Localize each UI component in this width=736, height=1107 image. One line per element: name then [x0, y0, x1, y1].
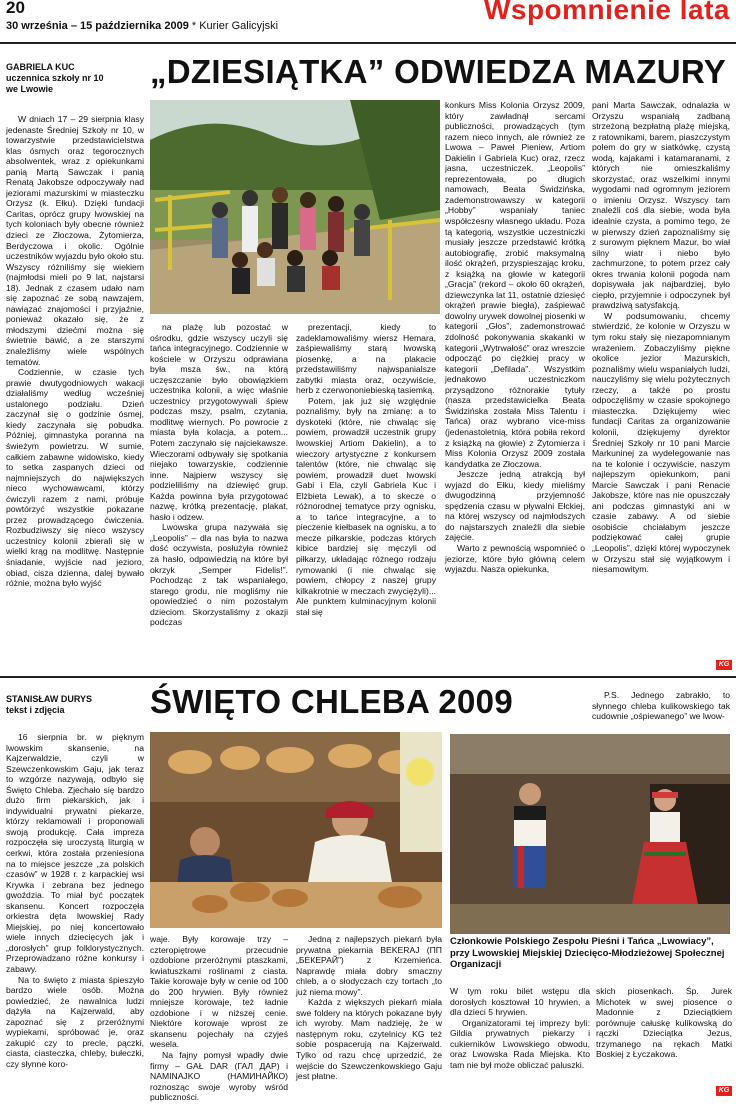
author-name: STANISŁAW DURYS — [6, 694, 93, 704]
bread-stall-image — [150, 732, 442, 928]
paragraph: Codziennie, w czasie tych prawie dwutygodniowych wakacji działaliśmy według wcześniej ustalonego podziału. Dzień zaczynał się o godzinie ósmej, kiedy zaczynała się pobudka. Później, gimnastyka poranna na świeżym powietrzu. W sumie, całkiem zabawne widowisko, kiedy to setka zaspanych dzieci od najmniejszych do największych nieco wychowawcami, którzy ćwiczyli razem z nami, próbuje powtórzyć wszystkie pokazane przez prowadzącego ćwiczenia. Rozbudziwszy się nieco wszyscy uczestnicy kolonii zbierali się w wielki krąg na modlitwę. Następnie śniadanie, wyjście nad jezioro, obiad, cisza dzienna, dalej bywało różnie, można było wyjść — [6, 367, 144, 589]
page-header — [0, 0, 736, 40]
paragraph: Lwowska grupa nazywała się „Leopolis” – dla nas była to nazwa dość oczywista, posłużyła również za hasło, odpowiedzią na które był okrzyk „Semper Fidelis!”. Pochodząc z tak wspaniałego, starego grodu, nie mogliśmy nie opowiedzieć o nim pozostałym dzieciom. Skorzystaliśmy z okazji podczas — [150, 522, 288, 628]
paragraph: 16 sierpnia br. w pięknym lwowskim skansenie, na Kajzerwaldzie, czyli w Szewczenkowskim Gaju, jak teraz to wzgórze nazywają, odbyło się Święto Chleba. Zjechało się bardzo dużo firm piekarskich, jak i indywidualni prywatni piekarze, którzy reklamowali i proponowali swoją produkcję. Cała impreza rozpoczęła się uroczystą liturgią w cerkwi, która została przeniesiona na to miejsce jeszcze „za polskich czasów” w 1928 r. z karpackiej wsi Krywka i zebrana bez jednego gwoździa. To miał być początek skansenu. Koncert rozpoczęła orkiestra dęta lwowskiej Rady Miejskiej, po niej koncertowało wiele innych dziecięcych jak i „dorosłych” grup folklorystycznych. Przeprowadzano różne konkursy i zabawy. — [6, 732, 144, 975]
paragraph: na plażę lub pozostać w ośrodku, gdzie wszyscy uczyli się tańca integracyjnego. Codziennie w kościele w Orzyszu odprawiana była msza św., na którą uczęszczanie było obowiązkiem uczestnika kolonii, a więc właśnie uczestnicy przygotowywali śpiew podczas mszy, psalm, czytania, modlitwę wiernych. Po powrocie z miasta była kolacja, a potem... Potem zaczynało się najciekawsze. Wieczorami odbywały się spotkania niejako towarzyskie, codziennie inne. Najpierw wszyscy się podzieliliśmy na dziewięć grup. Każda powinna była przygotować nazwę, krótką prezentację, plakat, hasło i odzew. — [150, 322, 288, 522]
section-title: Wspomnienie lata — [483, 0, 730, 25]
article2-column-3 — [296, 934, 442, 1104]
kg-logo: KG — [716, 1086, 732, 1096]
kg-logo: KG — [716, 660, 732, 670]
group-photo-image — [150, 100, 440, 314]
article2-intro — [592, 690, 730, 722]
article1-byline — [6, 62, 146, 95]
author-role: tekst i zdjęcia — [6, 705, 65, 715]
page-number: 20 — [6, 0, 25, 17]
paragraph: skich piosenkach. Śp. Jurek Michotek w swej piosence o Madonnie z Dzieciątkiem porównuje całuskę kulikowską do rączki Dzieciątka Jezus, trzymanego na rękach Matki Boskiej z Łyczakowa. — [596, 986, 732, 1060]
paragraph: P.S. Jednego zabrakło, to słynnego chleba kulikowskiego tak cudownie „ośpiewanego” we lwow- — [592, 690, 730, 722]
article2-column-2 — [150, 934, 288, 1104]
article1-column-2 — [150, 322, 288, 674]
folk-dancers-image — [450, 734, 730, 934]
author-place: we Lwowie — [6, 84, 54, 94]
article2-title: ŚWIĘTO CHLEBA 2009 — [150, 683, 513, 720]
paragraph: W tym roku bilet wstępu dla dorosłych kosztował 10 hrywien, a dla dzieci 5 hrywien. — [450, 986, 590, 1018]
article2-column-5 — [596, 986, 732, 1096]
paragraph: Jeszcze jedną atrakcją był wyjazd do Ełku, kiedy mieliśmy dwugodzinną przyjemność spędzenia czasu w pływalni Ełckiej, na której wszyscy od najmłodszych do najstarszych znaleźli dla siebie zajęcie. — [445, 469, 585, 543]
paragraph: Potem, jak już się względnie poznaliśmy, były na zmianę: a to dyskoteki (które, nie chwaląc się powiem, prowadził uczestnik grupy lwowskiej Artiom Dakielin), a to wieczory artystyczne z konkursem talentów (które, nie chwaląc się powiem, prowadził duet lwowski Gabi i Ela, czyli Gabriela Kuc i Elżbieta Lewak), a to skecze o różnorodnej tematyce przy ognisku, a to tańce integracyjne, a to pieczenie kiełbasek na ognisku, a to mecze piłkarskie, podczas których kibice bardziej się męczyli od piłkarzy, układając różnego rodzaju rymowanki (i nie chwaląc się powiem, chłopcy z naszej grupy kilkakrotnie w meczach zwyciężyli)... Ale punktem kulminacyjnym kolonii stał się — [296, 395, 436, 617]
paragraph: W podsumowaniu, chcemy stwierdzić, że kolonie w Orzyszu w tym roku stały się niezapomnianym wrażeniem. Zobaczyliśmy piękne okolice jezior Mazurskich, poznaliśmy wielu wspaniałych ludzi, nauczyliśmy się wielu pożytecznych rzeczy, a także po prostu odpoczęliśmy w czasie spokojnego miasteczka. Dziękujemy wiec fundacji Caritas za organizowanie kolonii, dziękujemy dyrektor Średniej Szkoły nr 10 pani Marcie Markuninej za wydelegowanie nas na te kolonie i oczywiście, naszym najlepszym opiekunkom, pani Marcie Sawczak i pani Renacie Jakobsze, które nas nie opuszczały ani podczas gimnastyki ani w czasie zabawy. A od siebie osobiście chciałabym jeszcze podziękować całej grupie „Leopolis”, dzięki której wypoczynek w Orzyszu stał się wyjątkowym i niesamowitym. — [592, 310, 730, 575]
header-rule — [0, 42, 736, 44]
article2-byline — [6, 694, 146, 716]
author-role: uczennica szkoły nr 10 — [6, 73, 104, 83]
paragraph: waje. Były korowaje trzy – czteropiętrowe przecudnie ozdobione przeróżnymi ptaszkami, kwiatuszkami roślinami z ciasta. Takie korowaje były w cenie od 100 do 200 hrywien. Były również mniejsze korowaje, też ładnie ozdobione i w niższej cenie. Niektóre korowaje wprost ze skansenu pojechały na czyjeś wesela. — [150, 934, 288, 1050]
paragraph: Organizatorami tej imprezy byli: Gildia prywatnych piekarzy i cukierników Lwowskiego obwodu, oraz Lwowska Rada Miejska. Kto tam nie był może obliczać paluszki. — [450, 1017, 590, 1070]
bread-stall-photo — [150, 732, 442, 928]
paragraph: konkurs Miss Kolonia Orzysz 2009, który zawładnął sercami publiczności, prowadzących (tym razem nieco innych, ale również ze Lwowa – Paweł Pieniew, Artiom Dakielin i Gabriela Kuc) oraz, rzecz jasna, uczestniczek. „Leopolis” reprezentowała, po długich namowach, Beata Świdzińska, zademonstrowawszy w kategorii „Hobby” wspaniały taniec współczesny własnego układu. Poza tą kategorią, wszystkie uczestniczki musiały jeszcze przedstawić krótką autobiografię, zrobić maksymalną ilość okrążeń, przyspieszając kroku, z książką na głowie w kategorii „Gracja” (rekord – około 60 okrążeń, dziewczynka lat 11, ostatnie dziesięć okrążeń prawie biegła), zaśpiewać dowolny urywek dowolnej piosenki w kategorii „Głos”, zademonstrować zdolność pokonywania skakanki w kategorii „Wytrwałość” oraz wreszcie odpocząć po ciężkiej pracy w kategorii „Defilada”. Wszystkim jednakowo uczestniczkom przysądzono różnorakie tytuły (nasza przedstawicielka Beata Świdzińska została Miss Talentu i Tańca) oraz wybrano vice-miss (jedenastoletnią, która pobiła rekord z książką na głowie) z Żytomierza i Miss Kolonia Orzysz 2009 została kandydatka ze Złoczowa. — [445, 100, 585, 469]
article1-title: „DZIESIĄTKA” ODWIEDZA MAZURY — [150, 53, 727, 90]
paragraph: prezentacji, kiedy to zadeklamowaliśmy wiersz Hemara, zaśpiewaliśmy starą lwowską piosenkę, a na plakacie przedstawiliśmy najwspanialsze zabytki miasta oraz, oczywiście, herb z czerwononiebieską tasiemką. — [296, 322, 436, 396]
issue-date-range: 30 września – 15 października 2009 — [6, 20, 189, 32]
paragraph: Jedną z najlepszych piekarń była prywatna piekarnia BEKERAJ (ПП „БЕКЕРАЙ”) z Krzemieńca. Naprawdę miała dobry smaczny chleb, a o słodyczach czy tortach „to już niema mowy”. — [296, 934, 442, 997]
group-photo — [150, 100, 440, 314]
article-divider — [0, 676, 736, 678]
article1-column-1 — [6, 114, 144, 674]
paragraph: Na to święto z miasta śpieszyło bardzo wiele osób. Można powiedzieć, że nawalnica ludzi dążyła na Kajzerwald, aby zapoznać się z przeróżnymi wypiekami, spróbować je, oraz zakupić czy to precle, pączki, ciasta, ciasteczka, chleby, bułeczki, czy słynne koro- — [6, 974, 144, 1069]
article1-column-5 — [592, 100, 730, 674]
folk-dancers-photo — [450, 734, 730, 934]
paragraph: pani Marta Sawczak, odnalazła w Orzyszu wspaniałą zadbaną strzeżoną bezpłatną plażę miejską, z ratownikami, barem, piaszczystym polem do gry w siatkówkę, czystą wodą, kajakami i katamaranami, z których nie omieszkaliśmy skorzystać, oraz wszelkimi innymi wygodami nad ogromnym jeziorem o imieniu Orzysz. Wszyscy tam znaleźli coś dla siebie, woda była idealnie czysta, a pomimo tego, że w pierwszy dzień zapoznaliśmy się z surowym pięknem Mazur, bo wiał silny wiatr i niebo było zachmurzone, to potem przez cały okres trwania kolonii pogoda nam dopisywała jak najbardziej, było ciepło, przyjemnie i odpoczynek był prawdziwą satysfakcją. — [592, 100, 730, 311]
publication-name: * Kurier Galicyjski — [188, 20, 279, 32]
photo-caption: Członkowie Polskiego Zespołu Pieśni i Tańca „Lwowiacy”, przy Lwowskiej Miejskiej Dziecięco-Młodzieżowej Społecznej Organizacji — [450, 936, 725, 970]
article2-column-4 — [450, 986, 590, 1104]
paragraph: W dniach 17 – 29 sierpnia klasy jedenaste Średniej Szkoły nr 10, w towarzystwie przedstawicielstwa klas ósmych oraz tegorocznych absolwentek, wraz z opiekunkami panią Martą Sawczak i panią Renatą Jakobsze odpoczywały nad jeziorami mazurskimi w miasteczku Orzysz (k. Ełku). Dzięki fundacji Caritas, oprócz grupy lwowskiej na tych koloniach były obecne również dzieci ze Złoczowa, Żytomierza, Berdyczowa i okolic. Ogólnie uczestników wyjazdu było około stu. Wszyscy różniliśmy się wiekiem (najmłodsi mieli po 9 lat, najstarsi 18). Jednak z czasem udało nam się zapoznać ze sobą nawzajem, nawiązać znajomości i przyjaźnie, ponieważ okazało się, że z młodszymi dziećmi można się świetnie bawić, a ze starszymi znaleźliśmy wiele wspólnych tematów. — [6, 114, 144, 367]
issue-date — [6, 20, 278, 32]
author-name: GABRIELA KUC — [6, 62, 75, 72]
article1-column-3 — [296, 322, 436, 674]
article2-column-1 — [6, 732, 144, 1104]
paragraph: Warto z pewnością wspomnieć o jeziorze, które było główną celem wyjazdu. Nasza opiekunka, — [445, 542, 585, 575]
article1-column-4 — [445, 100, 585, 674]
paragraph: Każda z większych piekarń miała swe foldery na których pokazane były ich wyroby. Mam nadzieję, że w następnym roku, czytelnicy KG też sobie pospacerują na Kajzerwald. Tylko od razu chcę uprzedzić, że wejście do Szewczenkowskiego Gaju jest płatne. — [296, 997, 442, 1082]
paragraph: Na fajny pomysł wpadły dwie firmy – GAŁ DAR (ГАЛ ДАР) i NAMINAJKO (НАМИНАЙКО) roznosząc swoje wyroby wśród publiczności. — [150, 1050, 288, 1103]
